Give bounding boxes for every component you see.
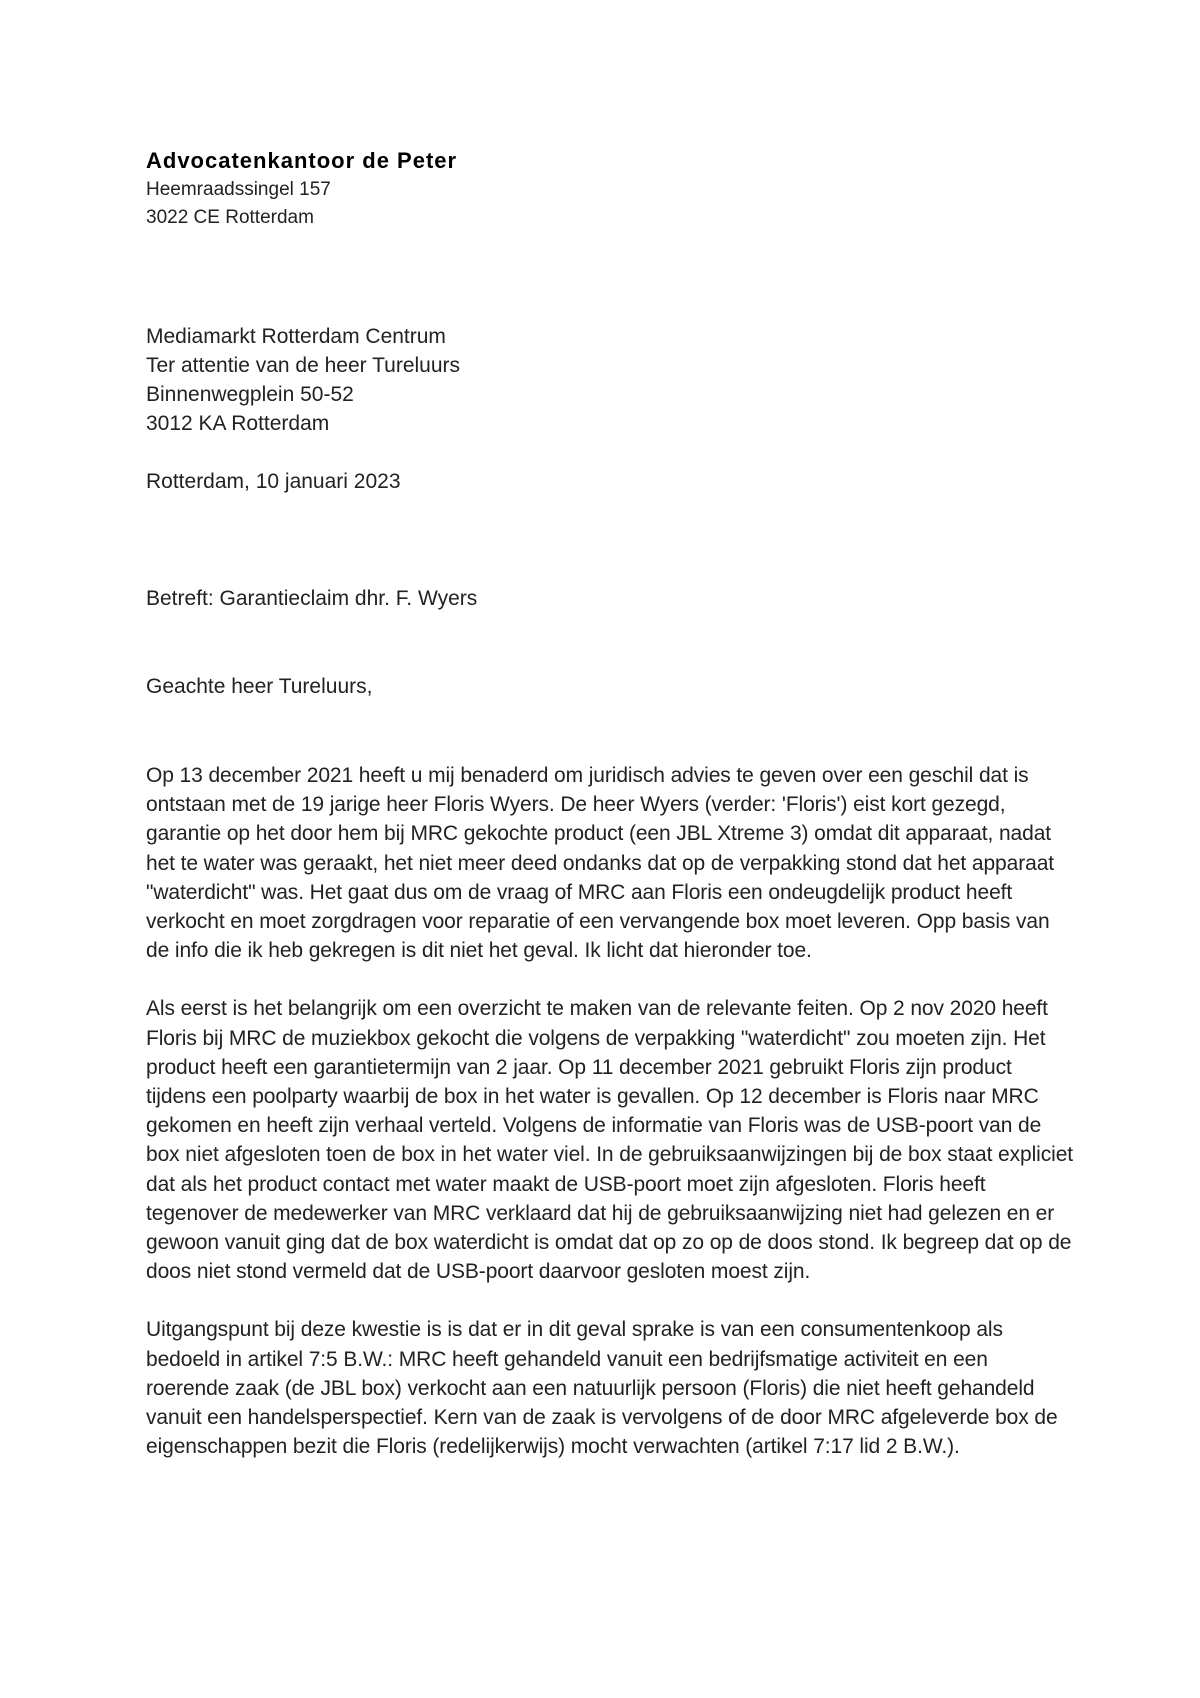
- recipient-city: 3012 KA Rotterdam: [146, 412, 330, 435]
- letter-date: Rotterdam, 10 januari 2023: [146, 470, 401, 493]
- body-paragraph-2: Als eerst is het belangrijk om een overzicht te maken van de relevante feiten. Op 2 nov 2020 heeft Floris bij MRC de muziekbox gekocht die volgens de verpakking "waterdicht" zou moeten zijn. Het product heeft een garantietermijn van 2 jaar. Op 11 december 2021 gebruikt Floris zijn product tijdens een poolparty waarbij de box in het water is gevallen. Op 12 december is Floris naar MRC gekomen en heeft zijn verhaal verteld. Volgens de informatie van Floris was de USB-poort van de box niet afgesloten toen de box in het water viel. In de gebruiksaanwijzingen bij de box staat expliciet dat als het product contact met water maakt de USB-poort moet zijn afgesloten. Floris heeft tegenover de medewerker van MRC verklaard dat hij de gebruiksaanwijzing niet had gelezen en er gewoon vanuit ging dat de box waterdicht is omdat dat op zo op de doos stond. Ik begreep dat op de doos niet stond vermeld dat de USB-poort daarvoor gesloten moest zijn.: [146, 997, 1074, 1284]
- recipient-street: Binnenwegplein 50-52: [146, 383, 354, 406]
- body-paragraph-1: Op 13 december 2021 heeft u mij benaderd om juridisch advies te geven over een geschil dat is ontstaan met de 19 jarige heer Floris Wyers. De heer Wyers (verder: 'Floris') eist kort gezegd, garantie op het door hem bij MRC gekochte product (een JBL Xtreme 3) omdat dit apparaat, nadat het te water was geraakt, het niet meer deed ondanks dat op de verpakking stond dat het apparaat "waterdicht" was. Het gaat dus om de vraag of MRC aan Floris een ondeugdelijk product heeft verkocht en moet zorgdragen voor reparatie of een vervangende box moet leveren. Opp basis van de info die ik heb gekregen is dit niet het geval. Ik licht dat hieronder toe.: [146, 764, 1055, 963]
- recipient-attention: Ter attentie van de heer Tureluurs: [146, 354, 461, 377]
- sender-block: [146, 146, 1076, 232]
- sender-address-city: 3022 CE Rotterdam: [146, 207, 314, 228]
- letter-salutation: Geachte heer Tureluurs,: [146, 675, 373, 698]
- sender-name: Advocatenkantoor de Peter: [146, 148, 458, 173]
- recipient-company: Mediamarkt Rotterdam Centrum: [146, 325, 446, 348]
- letter-content: [146, 146, 1076, 1461]
- recipient-block: [146, 322, 1076, 438]
- body-paragraph-3: Uitgangspunt bij deze kwestie is is dat er in dit geval sprake is van een consumentenkoop als bedoeld in artikel 7:5 B.W.: MRC heeft gehandeld vanuit een bedrijfsmatige activiteit en een roerende zaak (de JBL box) verkocht aan een natuurlijk persoon (Floris) die niet heeft gehandeld vanuit een handelsperspectief. Kern van de zaak is vervolgens of de door MRC afgeleverde box de eigenschappen bezit die Floris (redelijkerwijs) mocht verwachten (artikel 7:17 lid 2 B.W.).: [146, 1318, 1058, 1459]
- sender-address-street: Heemraadssingel 157: [146, 179, 331, 200]
- letter-subject: Betreft: Garantieclaim dhr. F. Wyers: [146, 587, 478, 610]
